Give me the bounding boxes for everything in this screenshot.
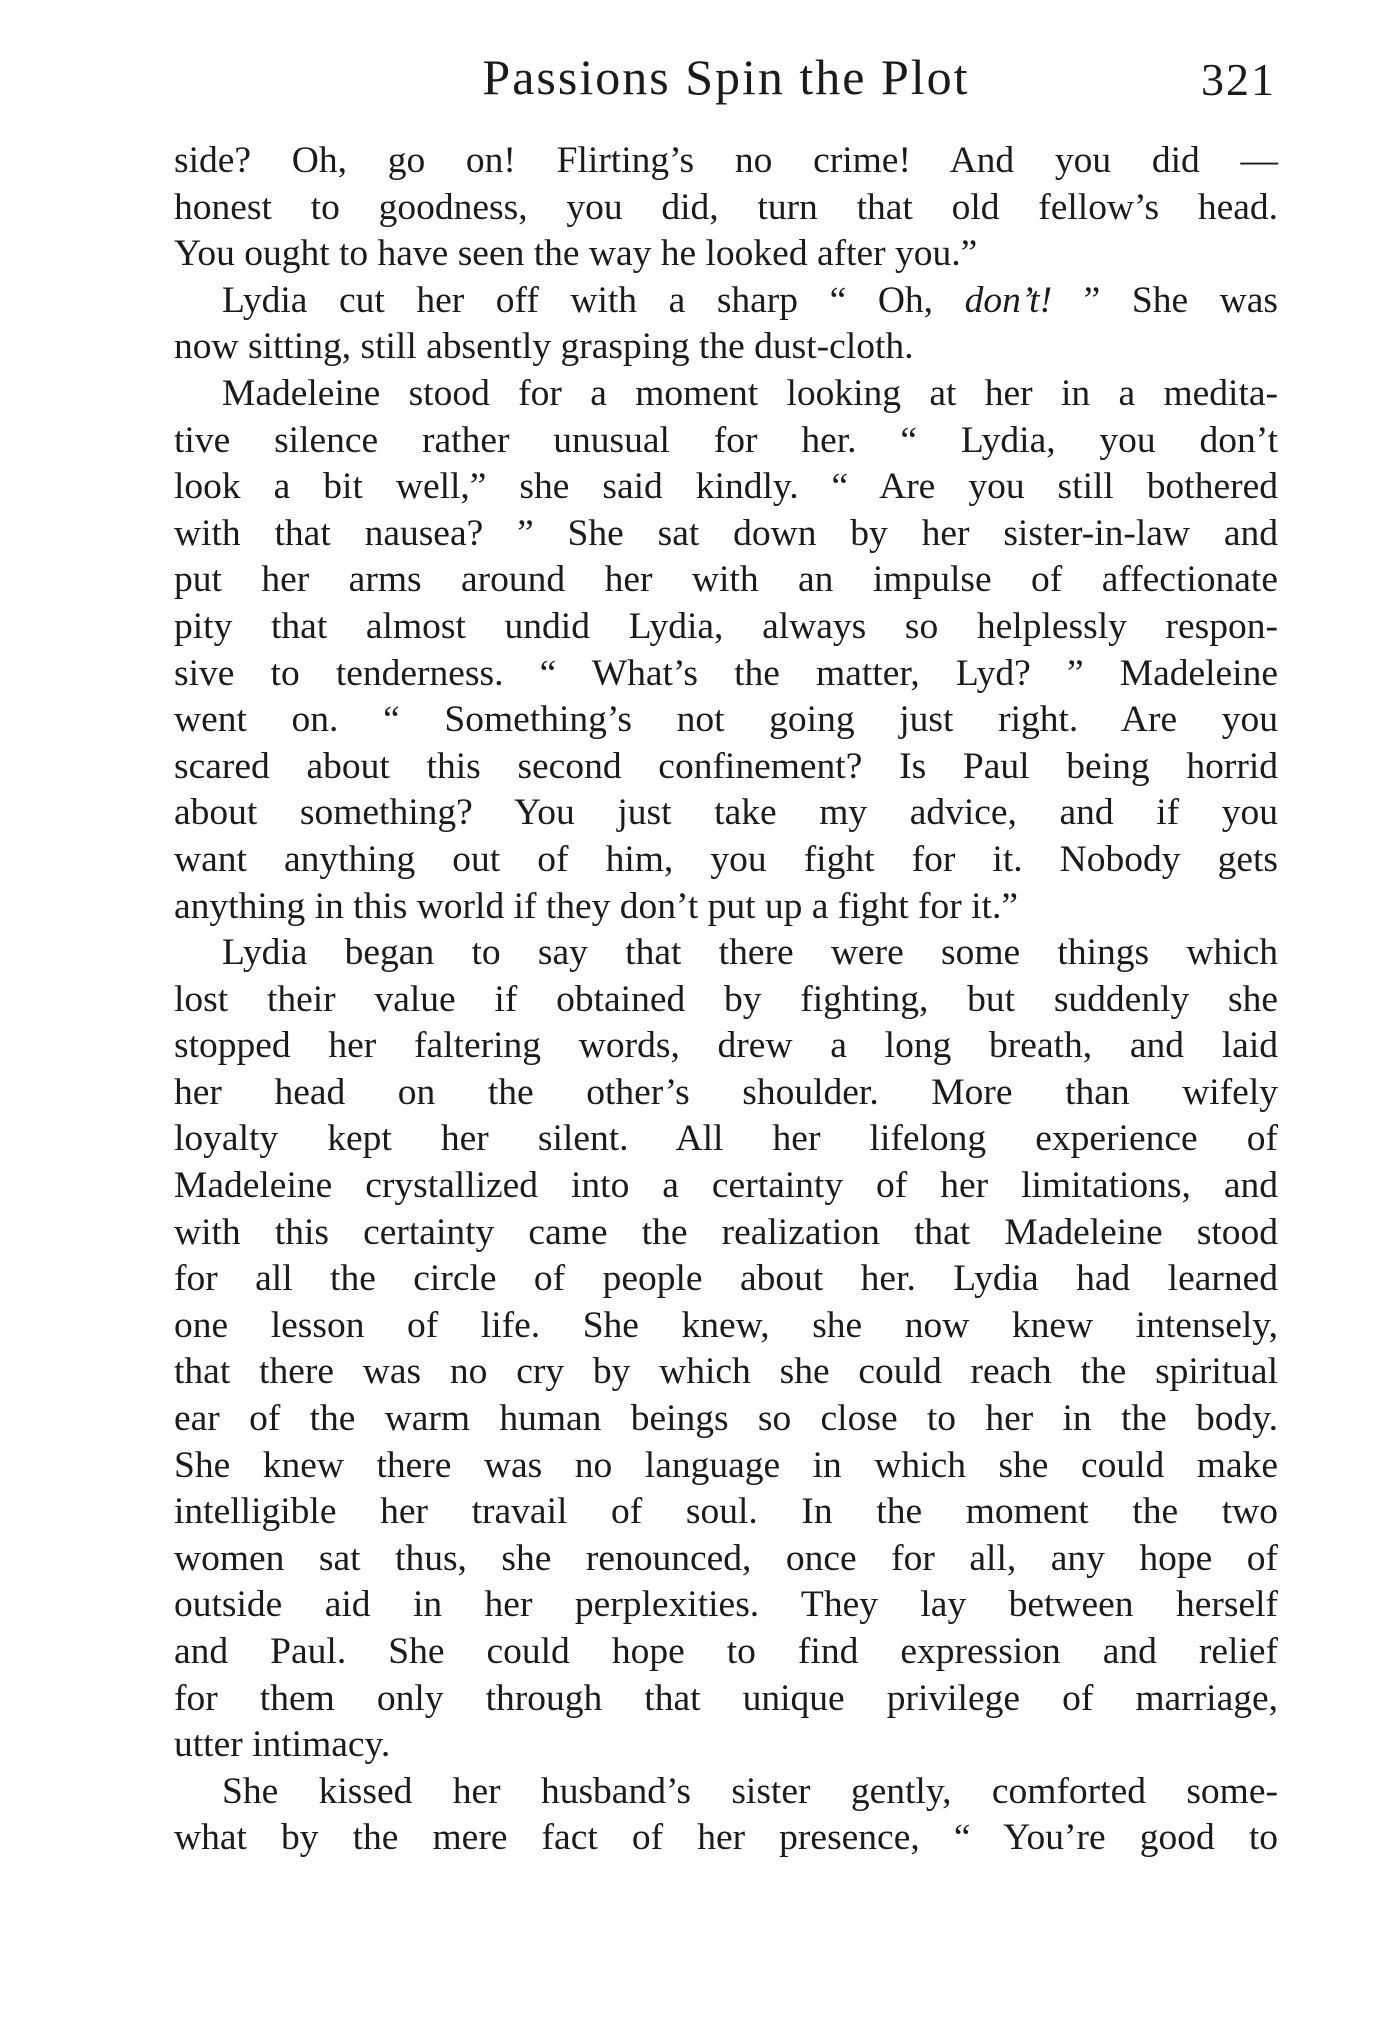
text-line: ear of the warm human beings so close to her in the body. xyxy=(174,1398,1278,1440)
text-line: and Paul. She could hope to find expression and relief xyxy=(174,1631,1278,1672)
text-line: honest to goodness, you did, turn that old fellow’s head. xyxy=(174,186,1278,228)
page-number: 321 xyxy=(1201,54,1276,105)
text-line: intelligible her travail of soul. In the moment the two xyxy=(174,1491,1278,1533)
text-line: outside aid in her perplexities. They lay between herself xyxy=(174,1584,1278,1626)
text-line: stopped her faltering words, drew a long breath, and laid xyxy=(174,1025,1278,1067)
text-line: You ought to have seen the way he looked after you.” xyxy=(174,233,978,275)
text-line: for all the circle of people about her. Lydia had learned xyxy=(174,1258,1278,1300)
text-line: lost their value if obtained by fighting, but suddenly she xyxy=(174,978,1278,1020)
text-line: what by the mere fact of her presence, “ You’re good to xyxy=(174,1817,1278,1859)
running-title: Passions Spin the Plot xyxy=(482,49,970,105)
text-line: one lesson of life. She knew, she now knew intensely, xyxy=(174,1304,1278,1346)
body-text xyxy=(174,138,1278,1862)
text-line: pity that almost undid Lydia, always so helplessly respon- xyxy=(174,605,1278,647)
text-line: sive to tenderness. “ What’s the matter, Lyd? ” Madeleine xyxy=(174,652,1278,694)
text-line: Lydia cut her off with a sharp “ Oh, don’t! ” She was xyxy=(222,279,1278,321)
text-line: want anything out of him, you fight for it. Nobody gets xyxy=(174,838,1278,880)
text-line: Lydia began to say that there were some things which xyxy=(222,932,1278,974)
text-line: anything in this world if they don’t put up a fight for it.” xyxy=(174,885,1018,927)
text-line: utter intimacy. xyxy=(174,1724,391,1766)
text-line: She knew there was no language in which she could make xyxy=(174,1444,1278,1486)
text-line: tive silence rather unusual for her. “ Lydia, you don’t xyxy=(174,419,1278,461)
text-line: with that nausea? ” She sat down by her sister-in-law and xyxy=(174,512,1278,554)
text-line: loyalty kept her silent. All her lifelong experience of xyxy=(174,1118,1278,1160)
emphasis: don’t! xyxy=(964,279,1053,321)
text-line: She kissed her husband’s sister gently, comforted some- xyxy=(222,1770,1278,1812)
text-line: look a bit well,” she said kindly. “ Are you still bothered xyxy=(174,466,1278,508)
running-head xyxy=(176,42,1276,112)
text-line: Madeleine crystallized into a certainty of her limitations, and xyxy=(174,1165,1278,1207)
text-line: about something? You just take my advice, and if you xyxy=(174,792,1278,834)
text-line: now sitting, still absently grasping the dust-cloth. xyxy=(174,326,914,368)
text-line: side? Oh, go on! Flirting’s no crime! And you did — xyxy=(174,140,1278,181)
text-line: that there was no cry by which she could reach the spiritual xyxy=(174,1351,1278,1393)
text-line: her head on the other’s shoulder. More than wifely xyxy=(174,1071,1278,1113)
text-line: went on. “ Something’s not going just right. Are you xyxy=(174,699,1278,741)
text-line: scared about this second confinement? Is Paul being horrid xyxy=(174,745,1278,787)
text-line: Madeleine stood for a moment looking at her in a medita- xyxy=(222,372,1278,414)
text-line: put her arms around her with an impulse of affectionate xyxy=(174,559,1278,601)
text-line: with this certainty came the realization that Madeleine stood xyxy=(174,1211,1278,1253)
text-line: women sat thus, she renounced, once for all, any hope of xyxy=(174,1537,1278,1579)
text-line: for them only through that unique privilege of marriage, xyxy=(174,1677,1278,1719)
